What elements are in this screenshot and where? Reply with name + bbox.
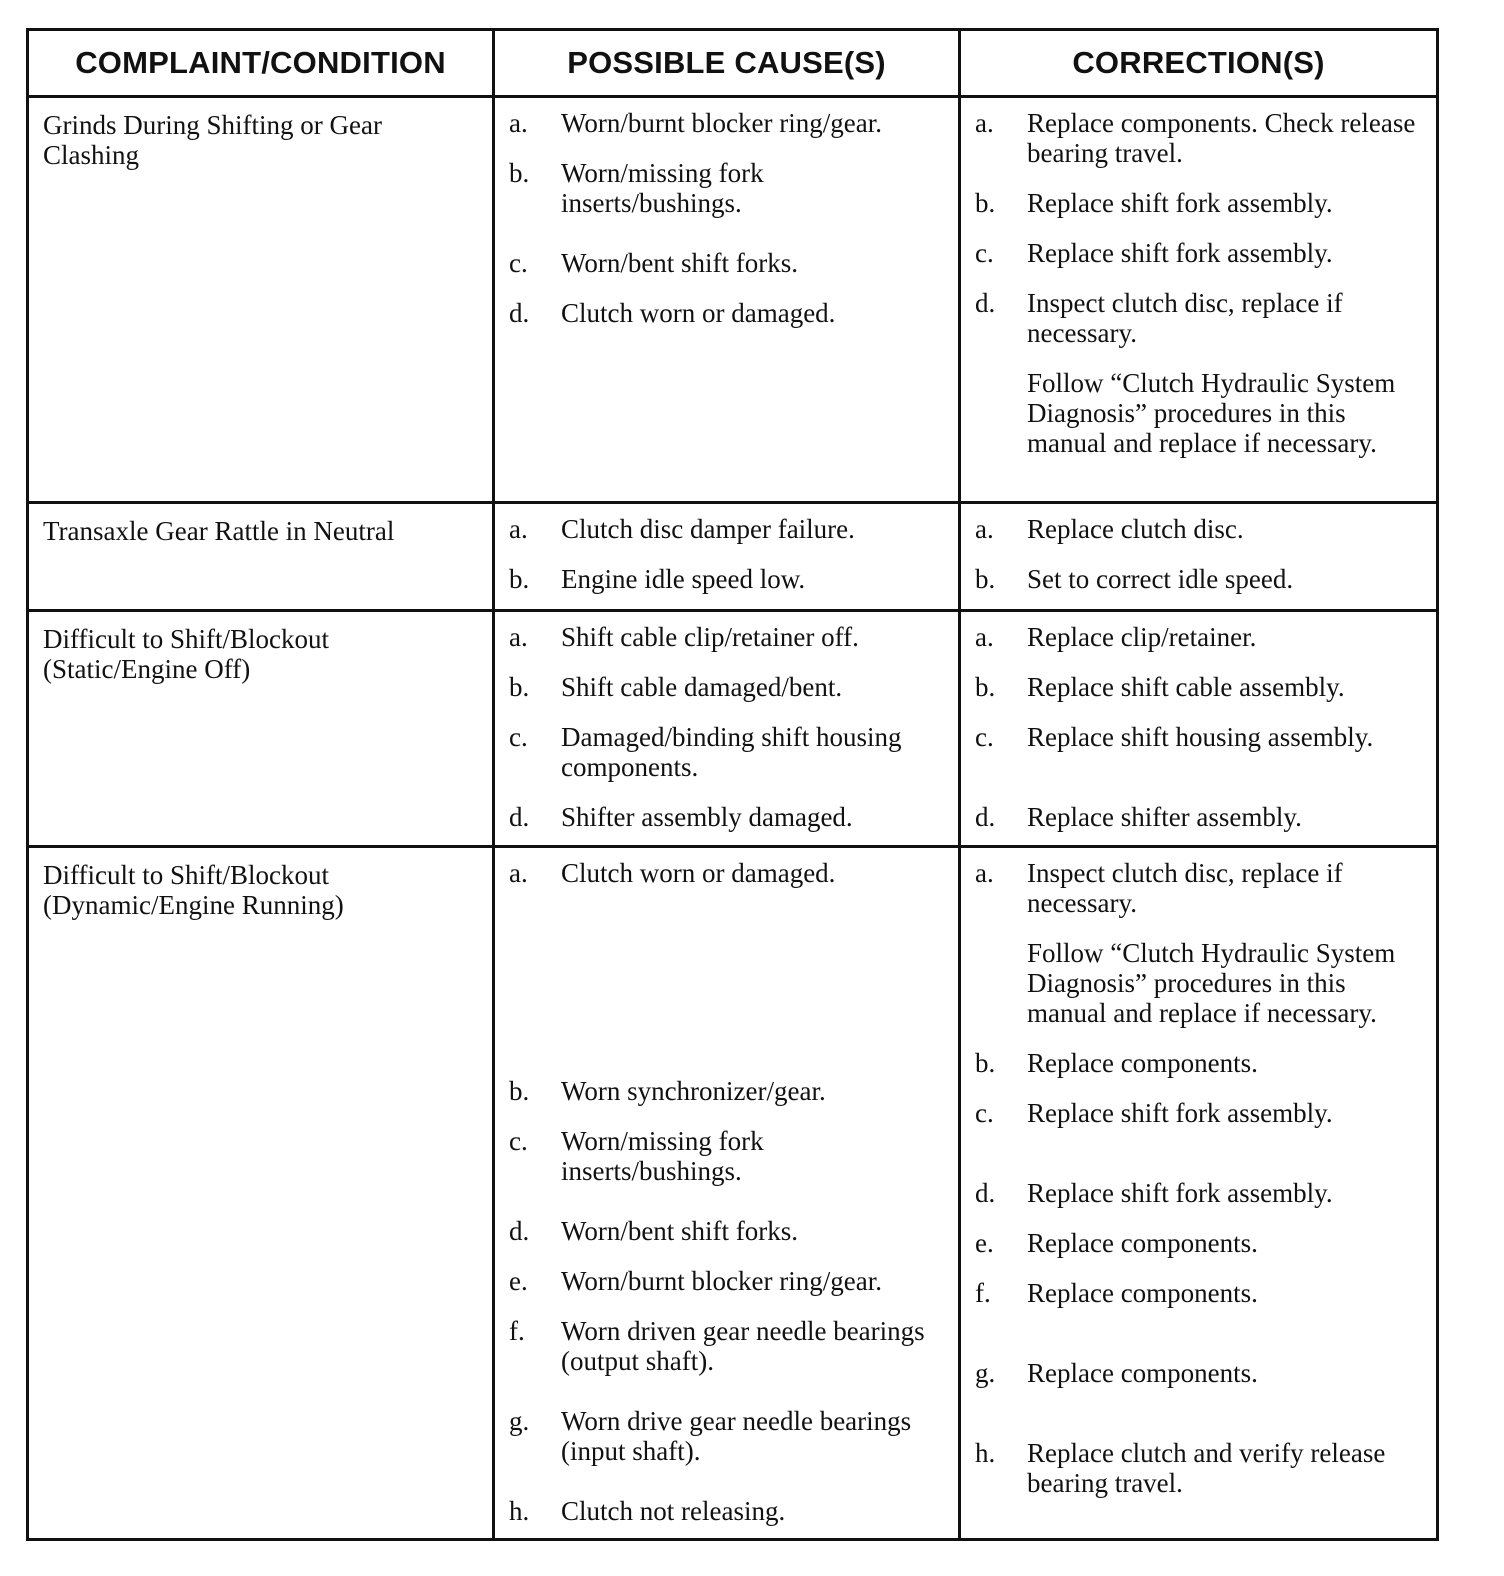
header-row [28, 30, 1438, 97]
item-text: Replace clip/retainer. [1027, 622, 1257, 652]
item-letter: h. [975, 1438, 996, 1468]
complaint-text: Difficult to Shift/Blockout (Static/Engine Off) [43, 624, 329, 684]
list-item [975, 514, 1422, 544]
list-item [509, 622, 944, 652]
item-letter: h. [509, 1496, 530, 1526]
item-text: Replace components. [1027, 1358, 1258, 1388]
list-item [975, 188, 1422, 218]
list-item [509, 1316, 944, 1376]
item-letter: b. [975, 564, 996, 594]
item-text: Worn/bent shift forks. [561, 248, 799, 278]
complaint-cell [28, 611, 494, 847]
item-letter: b. [509, 564, 530, 594]
item-letter: b. [975, 672, 996, 702]
corrections-cell [960, 847, 1438, 1540]
list-item [975, 564, 1422, 594]
item-text: Replace shift cable assembly. [1027, 672, 1345, 702]
item-text: Damaged/binding shift housing components. [561, 722, 902, 782]
item-letter: a. [975, 622, 994, 652]
table-row [28, 847, 1438, 1540]
item-letter: a. [509, 858, 528, 888]
list-item [509, 802, 944, 832]
item-letter: g. [975, 1358, 996, 1388]
item-letter: b. [509, 158, 530, 188]
list-item [509, 1266, 944, 1296]
item-text: Clutch not releasing. [561, 1496, 786, 1526]
list-item [509, 514, 944, 544]
item-text: Replace shift fork assembly. [1027, 1178, 1333, 1208]
corrections-cell [960, 503, 1438, 611]
list-item [509, 1406, 944, 1466]
item-text: Replace components. [1027, 1278, 1258, 1308]
list-item [975, 1358, 1422, 1388]
item-letter: d. [975, 1178, 996, 1208]
item-text: Replace components. [1027, 1048, 1258, 1078]
item-text: Inspect clutch disc, replace if necessary. [1027, 858, 1343, 918]
table-row [28, 97, 1438, 503]
list-item [975, 672, 1422, 702]
item-letter: f. [509, 1316, 525, 1346]
item-letter: a. [509, 514, 528, 544]
causes-cell [494, 847, 960, 1540]
item-text: Replace components. [1027, 1228, 1258, 1258]
complaint-text: Difficult to Shift/Blockout (Dynamic/Engine Running) [43, 860, 344, 920]
item-text: Replace clutch disc. [1027, 514, 1244, 544]
item-text: Follow “Clutch Hydraulic System Diagnosis” procedures in this manual and replace if necessary. [1027, 938, 1396, 1028]
list-item [975, 858, 1422, 918]
list-item [509, 158, 944, 218]
list-item [509, 248, 944, 278]
item-letter: d. [509, 298, 530, 328]
item-text: Replace shift fork assembly. [1027, 238, 1333, 268]
list-item [975, 288, 1422, 348]
item-letter: c. [509, 1126, 528, 1156]
item-letter: e. [509, 1266, 528, 1296]
list-item [975, 108, 1422, 168]
list-item [509, 1216, 944, 1246]
causes-cell [494, 97, 960, 503]
item-letter: a. [975, 514, 994, 544]
item-letter: c. [975, 722, 994, 752]
header-causes: POSSIBLE CAUSE(S) [494, 30, 960, 97]
header-corrections: CORRECTION(S) [960, 30, 1438, 97]
item-letter: a. [975, 108, 994, 138]
list-item [509, 298, 944, 328]
list-item [509, 1496, 944, 1526]
item-text: Worn/missing fork inserts/bushings. [561, 1126, 764, 1186]
item-text: Worn driven gear needle bearings (output shaft). [561, 1316, 925, 1376]
item-text: Worn/burnt blocker ring/gear. [561, 1266, 882, 1296]
causes-cell [494, 611, 960, 847]
item-text: Worn synchronizer/gear. [561, 1076, 826, 1106]
causes-cell [494, 503, 960, 611]
item-letter: d. [975, 288, 996, 318]
list-item [975, 1048, 1422, 1078]
diagnosis-table [26, 28, 1439, 1541]
item-text: Worn/missing fork inserts/bushings. [561, 158, 764, 218]
list-item [509, 1076, 944, 1106]
table-row [28, 611, 1438, 847]
complaint-cell [28, 503, 494, 611]
list-item [509, 672, 944, 702]
item-text: Shift cable clip/retainer off. [561, 622, 859, 652]
item-letter: d. [509, 1216, 530, 1246]
item-text: Replace shift fork assembly. [1027, 1098, 1333, 1128]
item-letter: b. [975, 1048, 996, 1078]
item-text: Replace shift fork assembly. [1027, 188, 1333, 218]
list-item [975, 1178, 1422, 1208]
item-letter: c. [509, 722, 528, 752]
item-text: Engine idle speed low. [561, 564, 806, 594]
corrections-cell [960, 97, 1438, 503]
list-item [975, 368, 1422, 458]
table-row [28, 503, 1438, 611]
item-letter: a. [509, 622, 528, 652]
list-item [975, 1098, 1422, 1128]
item-text: Clutch worn or damaged. [561, 298, 836, 328]
item-letter: a. [975, 858, 994, 888]
list-item [975, 622, 1422, 652]
item-text: Replace clutch and verify release bearing travel. [1027, 1438, 1386, 1498]
item-letter: c. [975, 1098, 994, 1128]
item-letter: c. [975, 238, 994, 268]
item-text: Clutch disc damper failure. [561, 514, 855, 544]
list-item [975, 722, 1422, 752]
item-text: Set to correct idle speed. [1027, 564, 1294, 594]
complaint-text: Grinds During Shifting or Gear Clashing [43, 110, 382, 170]
item-text: Shifter assembly damaged. [561, 802, 853, 832]
item-text: Clutch worn or damaged. [561, 858, 836, 888]
item-text: Worn/bent shift forks. [561, 1216, 799, 1246]
list-item [975, 1228, 1422, 1258]
item-letter: b. [975, 188, 996, 218]
list-item [509, 1126, 944, 1186]
item-letter: g. [509, 1406, 530, 1436]
list-item [975, 938, 1422, 1028]
complaint-cell [28, 97, 494, 503]
list-item [975, 238, 1422, 268]
item-text: Replace shift housing assembly. [1027, 722, 1374, 752]
list-item [509, 108, 944, 138]
item-text: Inspect clutch disc, replace if necessary. [1027, 288, 1343, 348]
item-letter: d. [975, 802, 996, 832]
item-text: Replace shifter assembly. [1027, 802, 1302, 832]
list-item [509, 564, 944, 594]
item-letter: b. [509, 672, 530, 702]
item-text: Replace components. Check release bearing travel. [1027, 108, 1416, 168]
list-item [975, 1438, 1422, 1498]
item-letter: b. [509, 1076, 530, 1106]
item-letter: e. [975, 1228, 994, 1258]
item-text: Follow “Clutch Hydraulic System Diagnosis” procedures in this manual and replace if necessary. [1027, 368, 1396, 458]
list-item [975, 1278, 1422, 1308]
list-item [975, 802, 1422, 832]
item-text: Worn drive gear needle bearings (input shaft). [561, 1406, 912, 1466]
item-letter: c. [509, 248, 528, 278]
item-text: Worn/burnt blocker ring/gear. [561, 108, 882, 138]
item-letter: d. [509, 802, 530, 832]
complaint-text: Transaxle Gear Rattle in Neutral [43, 516, 395, 546]
header-complaint: COMPLAINT/CONDITION [28, 30, 494, 97]
list-item [509, 722, 944, 782]
item-letter: a. [509, 108, 528, 138]
item-text: Shift cable damaged/bent. [561, 672, 843, 702]
complaint-cell [28, 847, 494, 1540]
corrections-cell [960, 611, 1438, 847]
list-item [509, 858, 944, 888]
item-letter: f. [975, 1278, 991, 1308]
